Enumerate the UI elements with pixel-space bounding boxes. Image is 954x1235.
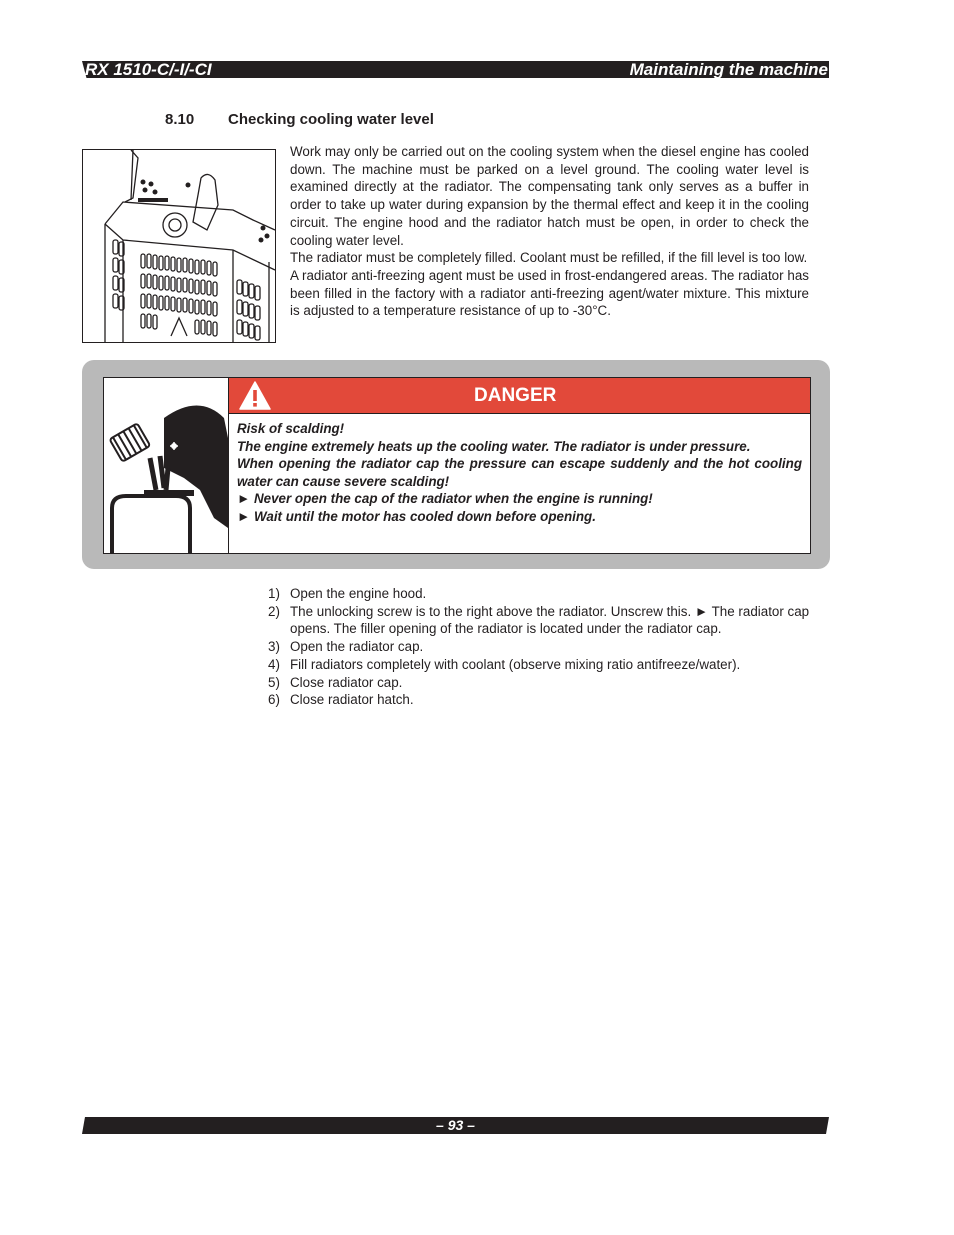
- step-text: Open the radiator cap.: [290, 639, 424, 655]
- step-number: 6): [268, 692, 280, 708]
- step-item: [268, 691, 813, 709]
- danger-line: When opening the radiator cap the pressure can escape suddenly and the hot cooling water can cause severe scalding!: [237, 456, 802, 489]
- step-number: 5): [268, 674, 280, 690]
- danger-line: ► Never open the cap of the radiator when the engine is running!: [237, 491, 653, 507]
- danger-title: DANGER: [474, 385, 557, 406]
- procedure-steps: [268, 585, 813, 709]
- danger-line: The engine extremely heats up the cooling water. The radiator is under pressure.: [237, 438, 751, 454]
- step-item: [268, 603, 813, 638]
- document-model-title: RX 1510-C/-I/-CI: [85, 60, 212, 79]
- step-item: [268, 656, 813, 674]
- danger-line: Risk of scalding!: [237, 421, 345, 436]
- danger-box: [103, 377, 811, 554]
- step-number: 4): [268, 656, 280, 672]
- step-text: Close radiator hatch.: [290, 692, 414, 708]
- danger-header: [229, 378, 810, 414]
- step-item: [268, 674, 813, 692]
- step-item: [268, 585, 813, 603]
- scalding-hazard-icon: [104, 378, 229, 553]
- intro-paragraph: The radiator must be completely filled. Coolant must be refilled, if the fill level is too low.: [290, 250, 808, 266]
- warning-triangle-icon: [239, 381, 271, 410]
- step-text: Close radiator cap.: [290, 674, 403, 690]
- step-text: The unlocking screw is to the right above the radiator. Unscrew this. ► The radiator cap opens. The filler opening of the radiator is located under the radiator cap.: [290, 603, 810, 637]
- intro-text: [290, 143, 809, 320]
- step-number: 2): [268, 603, 280, 619]
- step-number: 1): [268, 586, 280, 601]
- step-text: Open the engine hood.: [290, 586, 427, 601]
- step-item: [268, 638, 813, 656]
- intro-paragraph: Work may only be carried out on the cooling system when the diesel engine has cooled down. The machine must be parked on a level ground. The cooling water level is examined directly at the radiator. The compensating tank only serves as a buffer in order to take up water during expansion by the thermal effect and keep it in the cooling circuit. The engine hood and the radiator hatch must be open, in order to check the cooling water level.: [290, 144, 809, 248]
- section-title: Checking cooling water level: [228, 111, 434, 128]
- chapter-title: Maintaining the machine: [629, 60, 828, 79]
- section-number: 8.10: [165, 111, 195, 128]
- danger-line: ► Wait until the motor has cooled down before opening.: [237, 508, 596, 524]
- step-number: 3): [268, 639, 280, 655]
- danger-text: [237, 420, 802, 526]
- radiator-illustration: [82, 149, 276, 343]
- intro-paragraph: A radiator anti-freezing agent must be used in frost-endangered areas. The radiator has been filled in the factory with a radiator anti-freezing agent/water mixture. This mixture is adjusted to a temperature resistance of up to -30°C.: [290, 267, 809, 319]
- step-text: Fill radiators completely with coolant (observe mixing ratio antifreeze/water).: [290, 656, 741, 672]
- page-number: – 93 –: [436, 1117, 475, 1133]
